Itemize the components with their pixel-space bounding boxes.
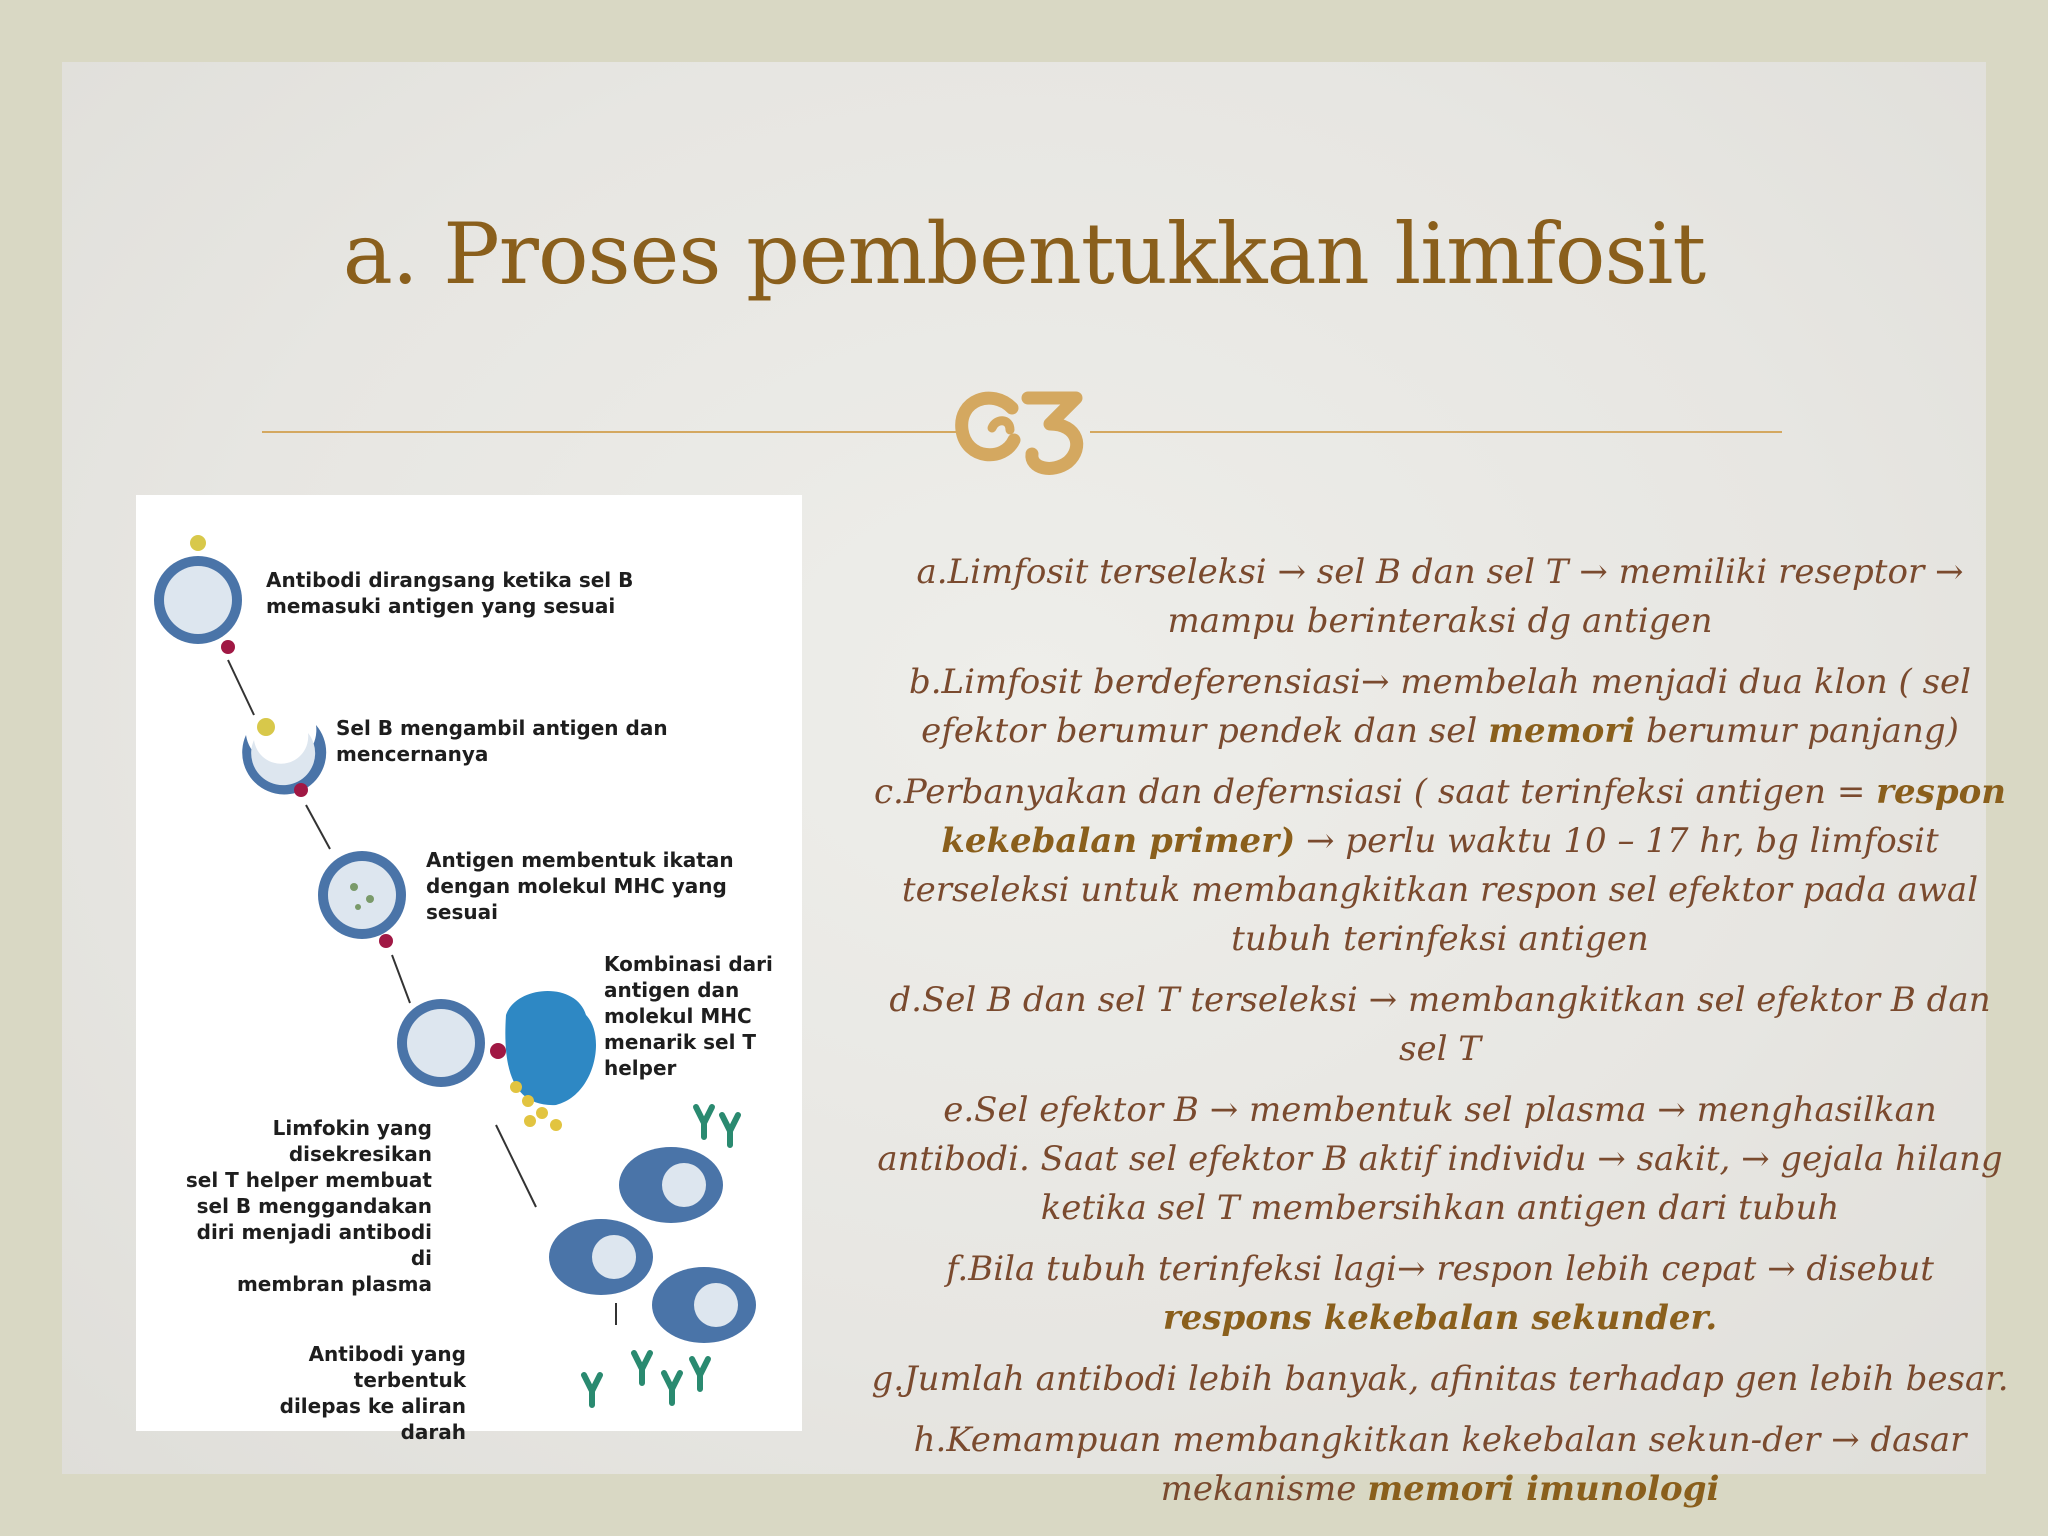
- item-a: a.Limfosit terseleksi → sel B dan sel T → memiliki reseptor → mampu berinteraksi dg antigen: [916, 552, 1964, 641]
- item-d: d.Sel B dan sel T terseleksi → membangkitkan sel efektor B dan sel T: [889, 980, 1991, 1069]
- item-h: h.Kemampuan membangkitkan kekebalan sekun-der → dasar mekanisme memori imunologi: [913, 1420, 1967, 1509]
- figure-label-3: Antigen membentuk ikatan dengan molekul MHC yang sesuai: [426, 848, 734, 924]
- lymphocyte-process-figure: [136, 495, 802, 1444]
- flourish-ornament-icon: [952, 378, 1094, 478]
- divider-left: [262, 431, 962, 433]
- process-list: [870, 548, 2010, 1526]
- item-e: e.Sel efektor B → membentuk sel plasma → menghasilkan antibodi. Saat sel efektor B aktif individu → sakit, → gejala hilang ketika sel T membersihkan antigen dari tubuh: [877, 1090, 2003, 1228]
- figure-label-6: Antibodi yang terbentuk dilepas ke aliran darah: [279, 1342, 466, 1444]
- item-g: g.Jumlah antibodi lebih banyak, afinitas terhadap gen lebih besar.: [871, 1359, 2009, 1399]
- receptor-dot: [221, 640, 235, 654]
- slide-title: a. Proses pembentukkan limfosit: [342, 205, 1706, 303]
- antigen-particle: [190, 535, 206, 551]
- figure-label-5: Limfokin yang disekresikan sel T helper membuat sel B menggandakan diri menjadi antibodi di membran plasma: [185, 1116, 432, 1296]
- item-f: f.Bila tubuh terinfeksi lagi→ respon lebih cepat → disebut respons kekebalan sekunder.: [946, 1249, 1934, 1338]
- item-b: b.Limfosit berdeferensiasi→ membelah menjadi dua klon ( sel efektor berumur pendek dan sel memori berumur panjang): [908, 662, 1972, 751]
- item-c: c.Perbanyakan dan defernsiasi ( saat terinfeksi antigen = respon kekebalan primer) → perlu waktu 10 – 17 hr, bg limfosit terseleksi untuk membangkitkan respon sel efektor pada awal tubuh terinfeksi antigen: [874, 772, 2006, 959]
- figure-label-1: Antibodi dirangsang ketika sel B memasuki antigen yang sesuai: [266, 568, 634, 618]
- figure-label-2: Sel B mengambil antigen dan mencernanya: [336, 716, 668, 766]
- divider-right: [1090, 431, 1782, 433]
- figure-label-4: Kombinasi dari antigen dan molekul MHC menarik sel T helper: [604, 952, 773, 1080]
